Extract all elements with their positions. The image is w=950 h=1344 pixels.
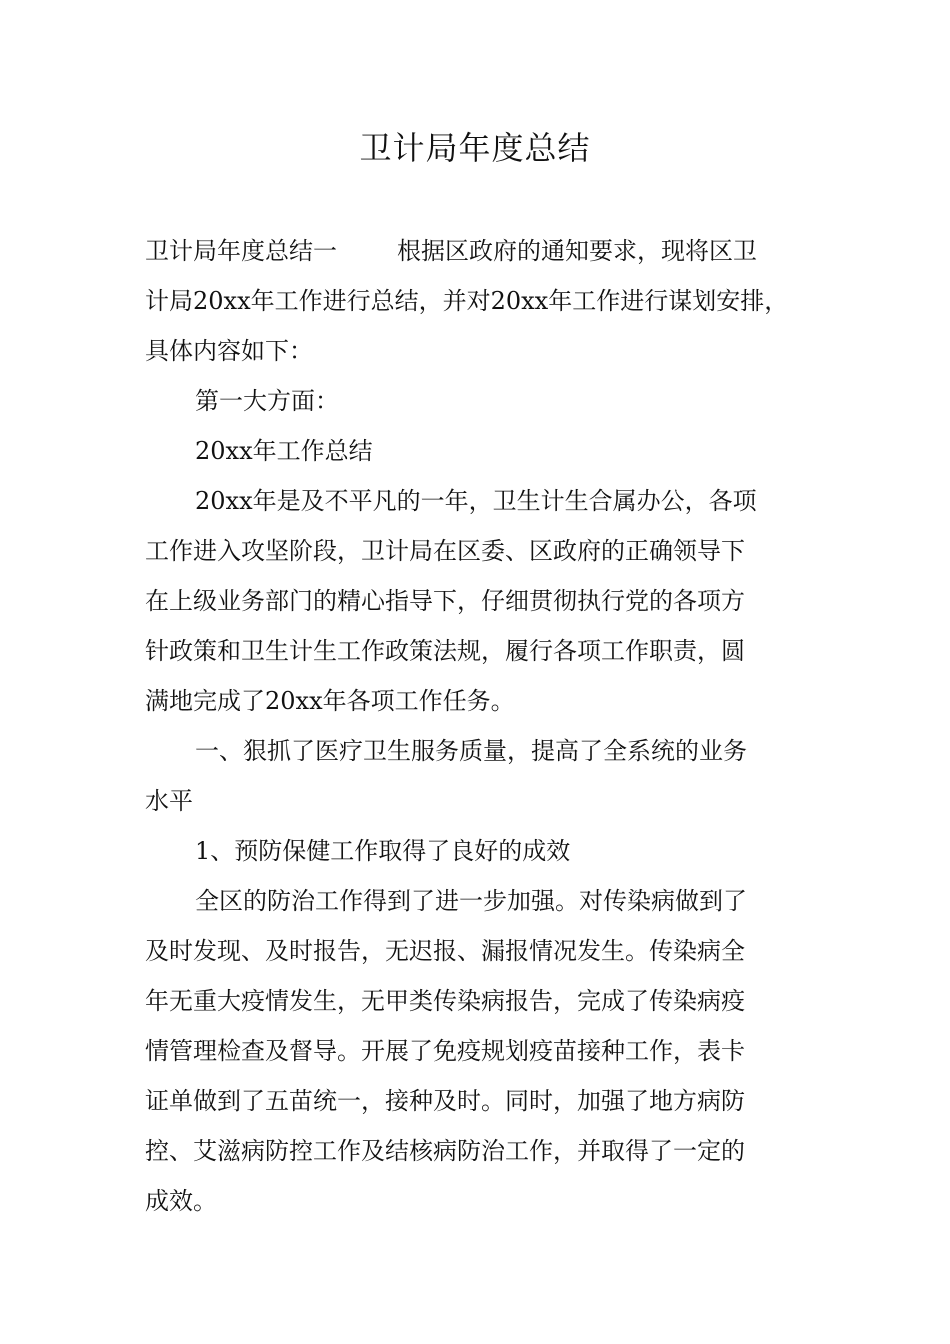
document-title: 卫计局年度总结 xyxy=(359,129,591,167)
text-line: 情管理检查及督导。开展了免疫规划疫苗接种工作，表卡 xyxy=(145,1037,745,1065)
document-body xyxy=(145,226,810,1226)
text-line: 在上级业务部门的精心指导下，仔细贯彻执行党的各项方 xyxy=(145,587,745,615)
text-segment: 根据区政府的通知要求，现将区卫 xyxy=(397,237,757,265)
text-line: 20xx年是及不平凡的一年，卫生计生合属办公，各项 xyxy=(195,487,757,515)
text-line: 计局20xx年工作进行总结，并对20xx年工作进行谋划安排， xyxy=(145,287,789,315)
text-line: 1、预防保健工作取得了良好的成效 xyxy=(195,837,571,865)
text-line: 一、狠抓了医疗卫生服务质量，提高了全系统的业务 xyxy=(195,737,747,765)
section-heading: 卫计局年度总结一 xyxy=(145,237,337,265)
text-line: 针政策和卫生计生工作政策法规，履行各项工作职责，圆 xyxy=(145,637,745,665)
text-line xyxy=(145,226,810,276)
text-line: 具体内容如下： xyxy=(145,337,313,365)
text-line: 年无重大疫情发生，无甲类传染病报告，完成了传染病疫 xyxy=(145,987,745,1015)
text-line: 20xx年工作总结 xyxy=(195,437,373,465)
text-line: 成效。 xyxy=(145,1187,217,1215)
text-line: 工作进入攻坚阶段，卫计局在区委、区政府的正确领导下 xyxy=(145,537,745,565)
text-line: 及时发现、及时报告，无迟报、漏报情况发生。传染病全 xyxy=(145,937,745,965)
text-line: 满地完成了20xx年各项工作任务。 xyxy=(145,687,515,715)
text-line: 证单做到了五苗统一，接种及时。同时，加强了地方病防 xyxy=(145,1087,745,1115)
text-line: 水平 xyxy=(145,787,193,815)
text-line: 控、艾滋病防控工作及结核病防治工作，并取得了一定的 xyxy=(145,1137,745,1165)
text-line: 全区的防治工作得到了进一步加强。对传染病做到了 xyxy=(195,887,747,915)
text-line: 第一大方面： xyxy=(195,387,339,415)
